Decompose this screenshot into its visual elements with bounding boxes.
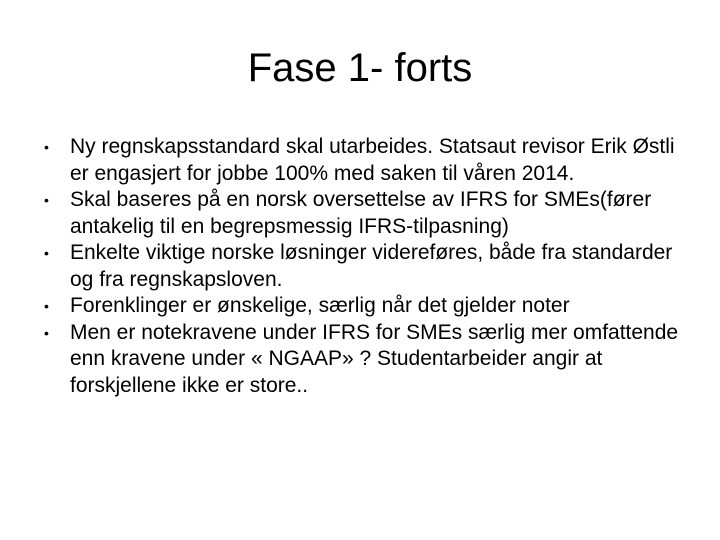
- slide-title: Fase 1- forts: [247, 46, 473, 90]
- bullet-text: Ny regnskapsstandard skal utarbeides. Statsaut revisor Erik Østli er engasjert for jobbe 100% med saken til våren 2014.: [70, 135, 675, 185]
- bullet-icon: •: [44, 139, 49, 155]
- bullet-item: [44, 187, 694, 240]
- bullet-item: [44, 134, 694, 187]
- bullet-icon: •: [44, 192, 49, 208]
- bullet-text: Enkelte viktige norske løsninger videreføres, både fra standarder og fra regnskapsloven.: [70, 241, 673, 291]
- bullet-icon: •: [44, 298, 49, 314]
- bullet-icon: •: [44, 245, 49, 261]
- bullet-icon: •: [44, 324, 49, 341]
- bullet-item: [44, 293, 694, 320]
- bullet-list: [44, 134, 694, 399]
- bullet-text: Men er notekravene under IFRS for SMEs særlig mer omfattende enn kravene under « NGAAP» ? Studentarbeider angir at forskjellene ikke er store..: [70, 320, 679, 397]
- bullet-item: [44, 320, 694, 400]
- bullet-item: [44, 240, 694, 293]
- bullet-text: Forenklinger er ønskelige, særlig når det gjelder noter: [70, 294, 570, 317]
- bullet-text: Skal baseres på en norsk oversettelse av IFRS for SMEs(fører antakelig til en begrepsmessig IFRS-tilpasning): [70, 188, 652, 238]
